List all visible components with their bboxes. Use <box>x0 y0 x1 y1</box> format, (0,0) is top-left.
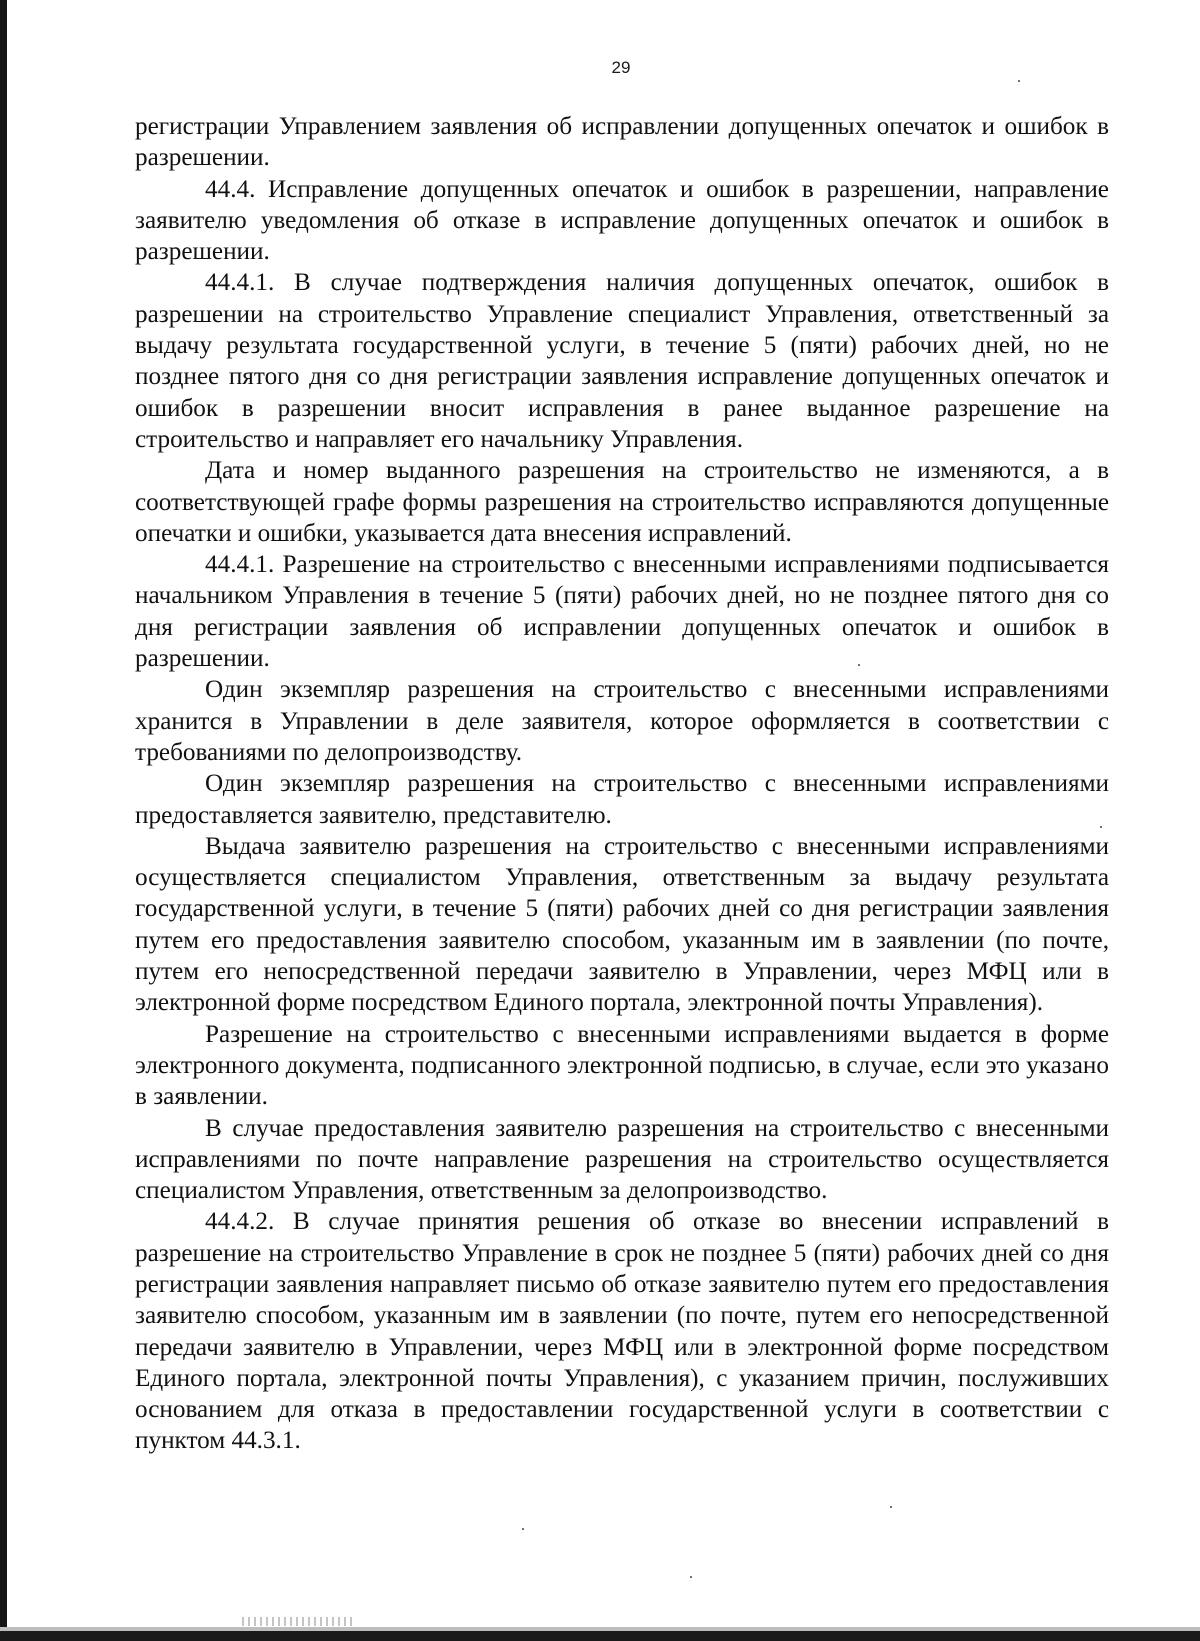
paragraph: регистрации Управлением заявления об исправлении допущенных опечаток и ошибок в разрешении. <box>135 113 1109 172</box>
document-body <box>135 111 1109 1457</box>
paragraph: Дата и номер выданного разрешения на строительство не изменяются, а в соответствующей графе формы разрешения на строительство исправляются допущенные опечатки и ошибки, указывается дата внесения исправлений. <box>135 457 1109 547</box>
scan-speck <box>890 1506 892 1508</box>
paragraph: В случае предоставления заявителю разрешения на строительство с внесенными исправлениями по почте направление разрешения на строительство осуществляется специалистом Управления, ответственным за делопроизводство. <box>135 1114 1109 1205</box>
paragraph: 44.4.2. В случае принятия решения об отказе во внесении исправлений в разрешение на строительство Управление в срок не позднее 5 (пяти) рабочих дней со дня регистрации заявления направляет письмо об отказе заявителю путем его предоставления заявителю способом, указанным им в заявлении (по почте, путем его непосредственной передачи заявителю в Управлении, через МФЦ или в электронной форме посредством Единого портала, электронной почты Управления), с указанием причин, послуживших основанием для отказа в предоставлении государственной услуги в соответствии с пунктом 44.3.1. <box>135 1208 1109 1455</box>
paragraph: Один экземпляр разрешения на строительство с внесенными исправлениями хранится в Управлении в деле заявителя, которое оформляется в соответствии с требованиями по делопроизводству. <box>135 676 1109 766</box>
scan-edge-left <box>0 0 7 1641</box>
paragraph: 44.4.1. В случае подтверждения наличия допущенных опечаток, ошибок в разрешении на строительство Управление специалист Управления, ответственный за выдачу результата государственной услуги, в течение 5 (пяти) рабочих дней, но не позднее пятого дня со дня регистрации заявления исправление допущенных опечаток и ошибок в разрешении вносит исправления в ранее выданное разрешение на строительство и направляет его начальнику Управления. <box>135 269 1109 453</box>
scan-edge-bottom <box>0 1631 1200 1641</box>
paragraph: Разрешение на строительство с внесенными исправлениями выдается в форме электронного документа, подписанного электронной подписью, в случае, если это указано в заявлении. <box>135 1020 1109 1111</box>
scan-smudge <box>242 1617 352 1626</box>
scan-speck <box>522 1528 524 1530</box>
paragraph: Один экземпляр разрешения на строительство с внесенными исправлениями предоставляется заявителю, представителю. <box>135 770 1109 829</box>
scan-speck <box>1018 80 1020 82</box>
paragraph: 44.4. Исправление допущенных опечаток и ошибок в разрешении, направление заявителю уведомления об отказе в исправление допущенных опечаток и ошибок в разрешении. <box>135 175 1109 266</box>
paragraph: Выдача заявителю разрешения на строительство с внесенными исправлениями осуществляется специалистом Управления, ответственным за выдачу результата государственной услуги, в течение 5 (пяти) рабочих дней со дня регистрации заявления путем его предоставления заявителю способом, указанным им в заявлении (по почте, путем его непосредственной передачи заявителю в Управлении, через МФЦ или в электронной форме посредством Единого портала, электронной почты Управления). <box>135 832 1109 1017</box>
page-number: 29 <box>611 58 631 77</box>
scan-speck <box>690 1576 692 1578</box>
paragraph: 44.4.1. Разрешение на строительство с внесенными исправлениями подписывается начальником Управления в течение 5 (пяти) рабочих дней, но не позднее пятого дня со дня регистрации заявления об исправлении допущенных опечаток и ошибок в разрешении. <box>135 551 1109 673</box>
